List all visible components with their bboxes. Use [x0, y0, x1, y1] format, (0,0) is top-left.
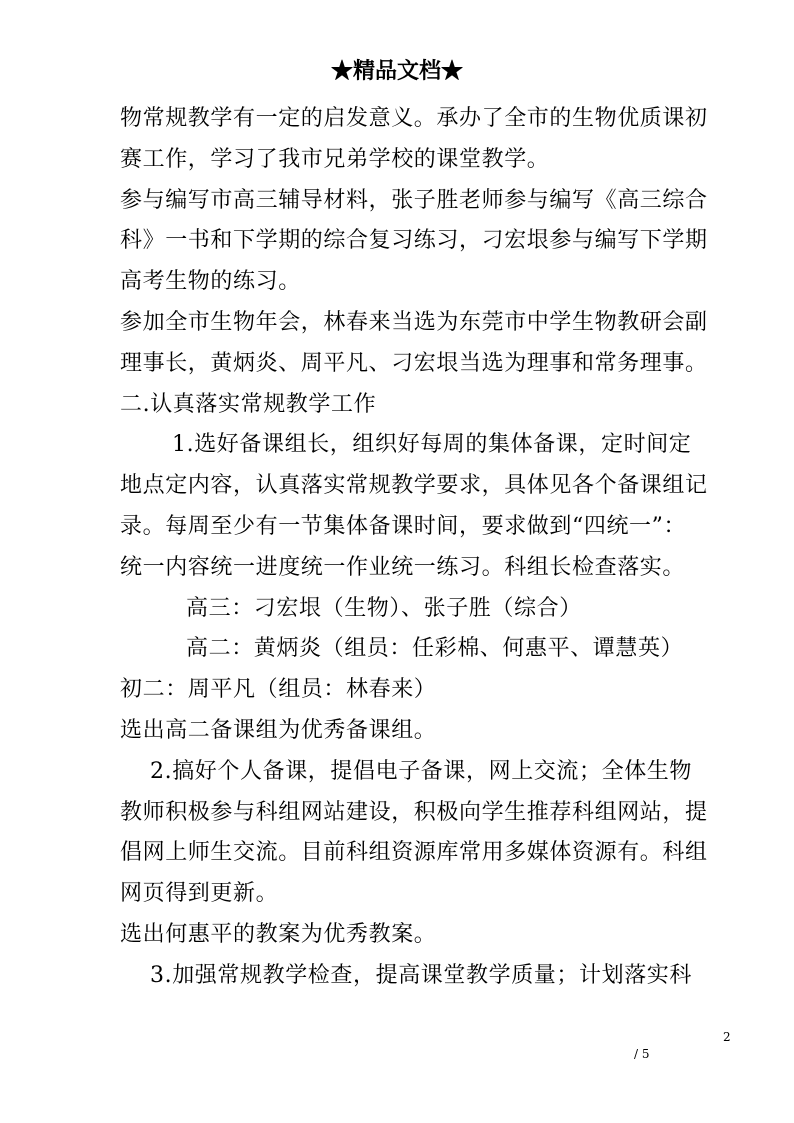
paragraph-line: 初二：周平凡（组员：林春来） — [120, 677, 437, 703]
paragraph-line: 科》一书和下学期的综合复习练习，刁宏垠参与编写下学期 — [120, 228, 708, 254]
paragraph-line: 倡网上师生交流。目前科组资源库常用多媒体资源有。科组 — [120, 840, 708, 866]
document-body — [120, 99, 708, 997]
paragraph-line: 3.加强常规教学检查，提高课堂教学质量；计划落实科 — [150, 962, 692, 988]
paragraph-line: 赛工作，学习了我市兄弟学校的课堂教学。 — [120, 146, 550, 172]
page-total: / 5 — [634, 1047, 650, 1061]
paragraph-line: 高考生物的练习。 — [120, 269, 301, 295]
paragraph-line: 二.认真落实常规教学工作 — [120, 391, 377, 417]
paragraph-line: 地点定内容，认真落实常规教学要求，具体见各个备课组记 — [120, 473, 708, 499]
paragraph-line: 物常规教学有一定的启发意义。承办了全市的生物优质课初 — [120, 106, 708, 131]
document-header-title: ★精品文档★ — [330, 58, 463, 84]
page-number: 2 — [723, 1030, 731, 1044]
paragraph-line: 教师积极参与科组网站建设，积极向学生推荐科组网站，提 — [120, 799, 708, 825]
paragraph-line: 网页得到更新。 — [120, 881, 279, 907]
paragraph-line: 参加全市生物年会，林春来当选为东莞市中学生物教研会副 — [120, 309, 708, 335]
paragraph-line: 1.选好备课组长，组织好每周的集体备课，定时间定 — [172, 432, 692, 458]
paragraph-line: 2.搞好个人备课，提倡电子备课，网上交流；全体生物 — [150, 758, 692, 784]
paragraph-line: 统一内容统一进度统一作业统一练习。科组长检查落实。 — [120, 554, 686, 580]
paragraph-line: 理事长，黄炳炎、周平凡、刁宏垠当选为理事和常务理事。 — [120, 350, 708, 376]
paragraph-line: 高二：黄炳炎（组员：任彩棉、何惠平、谭慧英） — [186, 636, 684, 662]
paragraph-line: 高三：刁宏垠（生物）、张子胜（综合） — [186, 595, 582, 621]
paragraph-line: 录。每周至少有一节集体备课时间，要求做到“四统一”： — [120, 513, 687, 539]
paragraph-line: 选出何惠平的教案为优秀教案。 — [120, 921, 437, 947]
paragraph-line: 参与编写市高三辅导材料，张子胜老师参与编写《高三综合 — [120, 187, 708, 213]
paragraph-line: 选出高二备课组为优秀备课组。 — [120, 717, 437, 743]
